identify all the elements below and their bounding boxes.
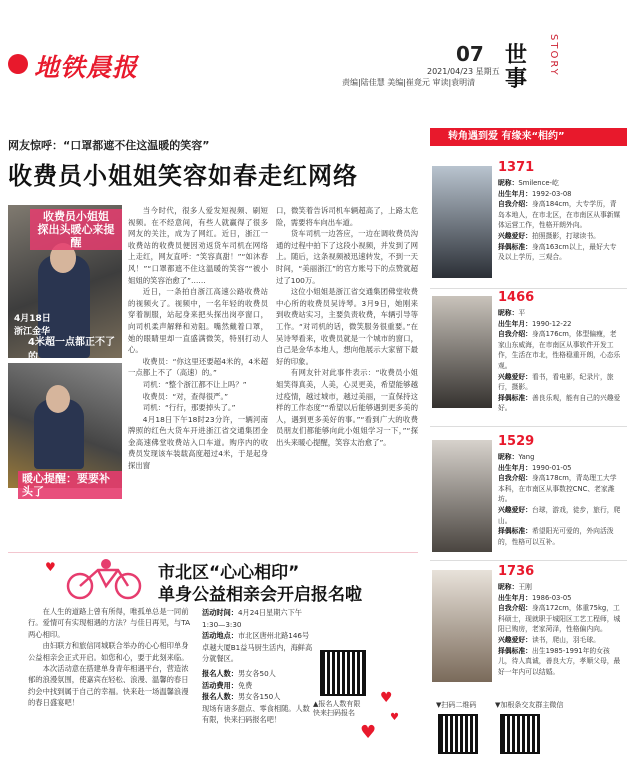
label-hobby: 兴趣爱好： xyxy=(498,372,532,381)
article-paragraph: 近日，一条拍自浙江高速公路收费站的视频火了。视频中，一名年轻的收费员穿着制服，站起身来把头探出岗亭窗口，向司机柔声解释和劝阻。嘴然戴着口罩，她的眼睛里却一直盛满微笑，特别打动人心。 xyxy=(128,287,268,355)
qr-right-caption: ▼加根条交友群主微信 xyxy=(495,701,564,709)
label-self: 自我介绍： xyxy=(498,200,532,209)
scan-qr-code[interactable] xyxy=(438,714,478,754)
profile-photo xyxy=(432,166,492,278)
profile-nickname: Yang xyxy=(518,453,535,461)
event-paragraph: 由妇联方和旅信同城联合举办的心心相印单身公益相亲会正式开启。如您和心，要于此刻来临。 xyxy=(28,641,189,662)
label-mate: 择偶标准： xyxy=(498,242,532,251)
person-face xyxy=(46,385,70,413)
qr-left-caption: ▼扫码二维码 xyxy=(436,701,477,709)
label-self: 自我介绍： xyxy=(498,604,532,613)
label-deadline: 报名人数： xyxy=(202,692,238,702)
label-count: 报名人数： xyxy=(202,668,238,678)
profile-details xyxy=(498,178,622,263)
profile-hobby: 台球，游戏，徒步，旅行，爬山。 xyxy=(498,505,621,525)
event-place: 市北区唐州北路146号卓越大厦B1益马厨生活内，海鲜高分就餐区。 xyxy=(202,631,313,664)
article-paragraph: 司机：“行行，那要掉头了。” xyxy=(142,403,236,413)
wechat-qr-code[interactable] xyxy=(500,714,540,754)
label-nickname: 昵称： xyxy=(498,453,519,461)
page-number: 07 xyxy=(456,42,484,66)
bicycle-icon xyxy=(62,556,152,600)
profile-self: 身高178cm，青岛理工大学本科，在市南区从事数控CNC、老家潍坊。 xyxy=(498,474,617,504)
photo1-caption-date: 4月18日 浙江金华 xyxy=(14,314,51,337)
label-mate: 择偶标准： xyxy=(498,646,532,655)
heart-icon: ♥ xyxy=(360,722,377,743)
event-count: 男女各50人 xyxy=(237,668,276,678)
label-fee: 活动费用： xyxy=(202,680,238,690)
profile-photo xyxy=(432,440,492,552)
article-paragraph: 货车司机一边答应，一边在调收费员沟通的过程中拍下了这段小视频，并发到了网上。随后，这条视频被迅速转发，不到一天时间，“美丽浙江”的官方账号下的点赞就超过了100万。 xyxy=(276,229,418,285)
profile-photo xyxy=(432,570,492,682)
profile-mate: 出生1985-1991年的女孩儿，待人真诚，善良大方，孝顺父母，最好一年内可以结婚。 xyxy=(498,646,621,676)
section-ribbon: 转角遇到爱 有缘来“相约” xyxy=(430,128,627,146)
column-title: 世事 xyxy=(505,43,528,92)
heart-icon: ♥ xyxy=(390,712,399,723)
profile-number: 1529 xyxy=(498,434,535,449)
profile-details xyxy=(498,452,622,547)
event-time: 4月24日星期六下午1:30—3:30 xyxy=(202,608,302,629)
photo1-caption-bottom: 4米超一点都正不了的 xyxy=(28,337,115,363)
label-birth: 出生年月： xyxy=(498,463,532,472)
article-kicker: 网友惊呼：“口罩都遮不住这温暖的笑容” xyxy=(8,139,210,152)
profile-mate: 身高163cm以上，最好大专及以上学历，三观合。 xyxy=(498,242,617,262)
label-birth: 出生年月： xyxy=(498,189,532,198)
article-photo-1 xyxy=(8,205,122,363)
article-paragraph: 司机：“整个浙江都不让上吗？” xyxy=(142,379,247,389)
profile-card xyxy=(432,434,622,562)
event-paragraph: 本次活动意在搭建单身青年相遇平台，营造浓郁的浪漫氛围，使嘉宾在轻松、浪漫、温馨的春日约会中找到属于自己的幸福。快来赴一场温馨浪漫的春日盛宴吧！ xyxy=(28,664,189,708)
photo2-caption: 暖心提醒：要要补头了 xyxy=(18,471,122,499)
article-paragraph: 有网友针对此事件表示：“收费员小姐姐笑得真美，人美，心灵更美，希望能够越过疫情，越过城市，越过美丽，一直保持这样的工作态度”“希望以后能够遇到更多美的人，遇到更多美好的事。”“看到广大的收费员朋友们都能够向此小姐姐学习一下，”“探出头来暖心提醒，笑容太治愈了”。 xyxy=(276,368,418,447)
event-title xyxy=(158,562,362,606)
article-column-1 xyxy=(128,205,268,472)
label-place: 活动地点： xyxy=(202,631,238,641)
event-info xyxy=(202,607,314,726)
label-birth: 出生年月： xyxy=(498,593,532,602)
logo-text: 地铁晨报 xyxy=(34,53,139,82)
signup-qr-code[interactable] xyxy=(320,650,366,696)
label-mate: 择偶标准： xyxy=(498,527,532,536)
event-paragraph: 在人生的道路上曾有所得，唯孤单总是一同前行。爱情可有实现相遇的方法？与佳日再见，与TA两心相印。 xyxy=(28,607,191,639)
profile-mate: 善良乐观，能有自己的兴趣爱好。 xyxy=(498,393,621,413)
article-headline: 收费员小姐姐笑容如春走红网络 xyxy=(8,162,358,190)
issue-date: 2021/04/23 星期五 xyxy=(427,67,500,76)
photo1-caption-top: 收费员小姐姐 探出头暖心来提醒 xyxy=(30,209,122,250)
column-title-en: STORY xyxy=(548,34,559,77)
event-title-line2: 单身公益相亲会开启报名啦 xyxy=(158,585,362,605)
heart-icon: ♥ xyxy=(380,690,393,706)
profile-nickname: Smilence-屹 xyxy=(518,179,559,187)
label-hobby: 兴趣爱好： xyxy=(498,231,532,240)
profile-mate: 希望阳光可爱的，外向活泼的，性格可以互补。 xyxy=(498,527,614,546)
event-note: 现场有诸多甜点、零食相随。人数有限，快来扫码报名吧！ xyxy=(202,703,310,725)
profile-self: 身高184cm，大专学历，青岛本地人，在市北区，在市南区从事新媒体运营工作，性格开朗外向。 xyxy=(498,200,621,230)
staff-credits: 责编|陆佳慧 美编|崔竟元 审读|袁明清 xyxy=(342,78,476,87)
label-hobby: 兴趣爱好： xyxy=(498,635,532,644)
event-intro xyxy=(28,606,193,709)
profile-divider xyxy=(430,288,627,289)
label-birth: 出生年月： xyxy=(498,319,532,328)
profile-number: 1466 xyxy=(498,290,535,305)
profile-details xyxy=(498,308,622,414)
profile-card xyxy=(432,290,622,418)
event-fee: 免费 xyxy=(237,680,253,690)
article-paragraph: 4月18日下午18时23分许，一辆河南牌照的红色大货车开进浙江省交通集团金金高速佛堂收费站入口车道。购序内的收费员发现该车装载高度超过4米，于是起身探出窗 xyxy=(128,414,268,471)
label-mate: 择偶标准： xyxy=(498,393,532,402)
profile-self: 身高176cm，体型偏瘦，老家山东威海，在市南区从事软件开发工作，生活在市北，性格稳重开朗，心态乐观。 xyxy=(498,330,621,370)
profile-number: 1736 xyxy=(498,564,535,579)
profile-nickname: 王刚 xyxy=(518,583,532,591)
profile-birth: 1990-12-22 xyxy=(531,319,572,328)
heart-icon: ♥ xyxy=(45,560,56,574)
profile-self: 身高172cm，体重75kg，工科硕士，现就职于城阳区工艺工程师，城阳已购房，老家菏泽，性格偏内向。 xyxy=(498,604,621,634)
article-paragraph: 收费员：“对，查得很严。” xyxy=(142,391,229,401)
article-column-2 xyxy=(276,205,418,448)
masthead-logo xyxy=(8,50,178,82)
profile-divider xyxy=(430,426,627,427)
label-time: 活动时间： xyxy=(202,608,238,617)
label-hobby: 兴趣爱好： xyxy=(498,505,532,514)
article-paragraph: 这位小姐姐是浙江省交通集团佛堂收费中心所的收费员吴诗琴。3月9日，她刚来到收费站实习，主要负责收费，车辆引导等工作。“对司机的话，微笑服务很重要。”在吴诗琴看来，收费员就是一个城市的窗口，自己是金华本地人，想向他展示大家留下最好的印象。 xyxy=(276,287,418,366)
label-nickname: 昵称： xyxy=(498,309,519,317)
article-paragraph: 收费员：“你这里还要超4米的，4米超一点都上不了（高速）的。” xyxy=(128,356,268,378)
profile-card xyxy=(432,564,622,692)
profile-birth: 1986-03-05 xyxy=(531,593,572,602)
logo-mark-icon xyxy=(8,54,28,74)
profile-birth: 1992-03-08 xyxy=(531,189,572,198)
profile-card xyxy=(432,160,622,288)
profile-details xyxy=(498,582,622,677)
article-paragraph: 当今时代，很多人爱发短视频、刷短视频。在不经意间，有些人就赢得了很多网友的关注，成为了网红。近日，浙江一收费站的收费员便因劝返货车司机在网络上走红，网友直呼：“笑容真甜！”“如沐春风！”“口罩都遮不住这温暖的笑容”“被小姐姐的笑容治愈了”…… xyxy=(128,206,268,285)
label-nickname: 昵称： xyxy=(498,179,519,187)
profile-nickname: 平 xyxy=(518,309,526,317)
signup-qr-caption: ▲报名人数有限 快来扫码报名 xyxy=(313,700,361,717)
label-nickname: 昵称： xyxy=(498,583,519,591)
event-deadline: 男女各150人 xyxy=(237,692,281,702)
label-self: 自我介绍： xyxy=(498,474,532,483)
event-title-line1: 市北区“心心相印” xyxy=(158,563,300,583)
profile-birth: 1990-01-05 xyxy=(531,463,572,472)
article-photo-2 xyxy=(8,363,122,498)
article-paragraph: 口，微笑着告诉司机车辆超高了，上路太危险，需要将车向出车道。 xyxy=(276,206,418,227)
profile-divider xyxy=(430,560,627,561)
profile-hobby: 读书，爬山，羽毛球。 xyxy=(531,635,600,644)
label-self: 自我介绍： xyxy=(498,330,532,339)
profile-hobby: 拍照摄影，打球读书。 xyxy=(531,231,600,240)
profile-photo xyxy=(432,296,492,408)
profile-number: 1371 xyxy=(498,160,535,175)
profile-hobby: 看书，看电影，纪录片，旅行，摄影。 xyxy=(498,372,614,392)
